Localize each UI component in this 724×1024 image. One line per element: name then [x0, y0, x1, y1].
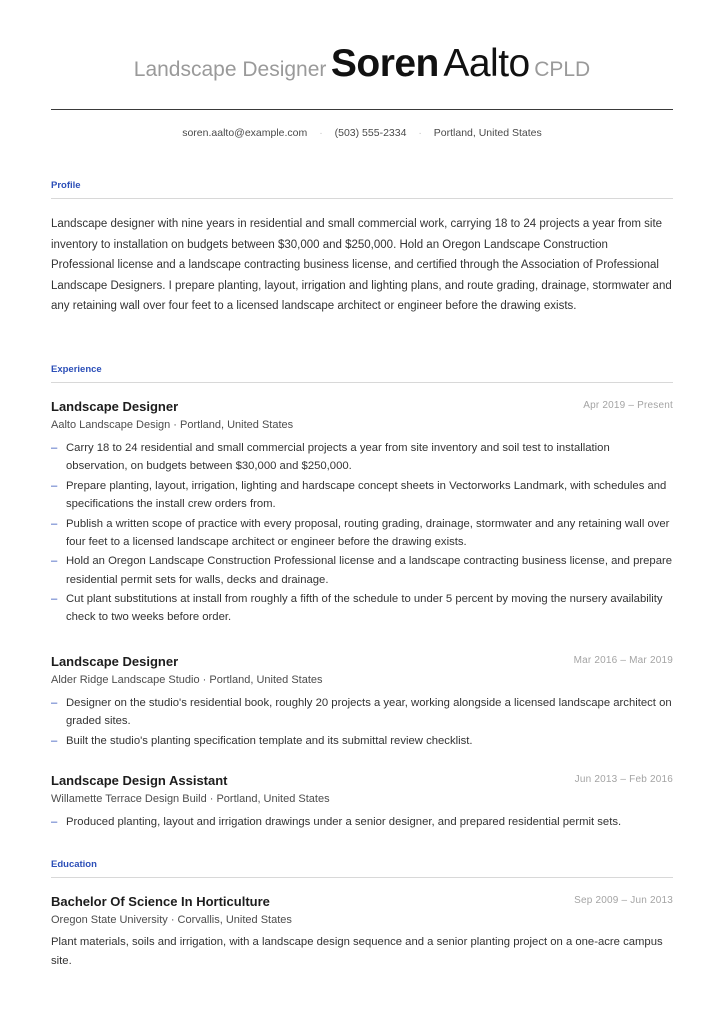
bullet-dash: – — [51, 734, 58, 747]
contact-location: Portland, United States — [433, 127, 542, 139]
school-name: Oregon State University · Corvallis, United States — [51, 914, 292, 926]
contact-separator: · — [418, 127, 422, 139]
header-credential: CPLD — [534, 58, 591, 81]
job-dates: Apr 2019 – Present — [583, 400, 673, 411]
job-dates: Jun 2013 – Feb 2016 — [574, 774, 673, 785]
job-bullet: – Built the studio's planting specification template and its submittal review checklist. — [51, 732, 673, 750]
job-company: Alder Ridge Landscape Studio · Portland, United States — [51, 674, 323, 686]
contact-email[interactable]: soren.aalto@example.com — [182, 127, 308, 139]
degree-title: Bachelor Of Science In Horticulture — [51, 894, 270, 909]
job-company: Aalto Landscape Design · Portland, United States — [51, 419, 294, 431]
header-first-name: Soren — [330, 42, 439, 85]
bullet-dash: – — [51, 479, 58, 492]
contact-phone[interactable]: (503) 555-2334 — [334, 127, 407, 139]
header-last-name: Aalto — [443, 42, 530, 85]
job-company: Willamette Terrace Design Build · Portland, United States — [51, 793, 330, 805]
job-bullet: – Prepare planting, layout, irrigation, lighting and hardscape concept sheets in Vectorworks Landmark, with schedules and specifications the install crew orders from. — [51, 477, 673, 514]
education-description: Plant materials, soils and irrigation, with a landscape design sequence and a senior planting project on a one-acre campus site. — [51, 936, 663, 967]
education-heading: Education — [51, 859, 673, 878]
bullet-dash: – — [51, 517, 58, 530]
job-bullet: – Produced planting, layout and irrigation drawings under a senior designer, and prepared residential permit sets. — [51, 813, 673, 831]
header-divider — [51, 109, 673, 110]
job-bullets — [51, 694, 673, 750]
job-bullet: – Publish a written scope of practice with every proposal, routing grading, drainage, stormwater and any retaining wall over four feet to a licensed landscape architect or engineer before the drawing exists. — [51, 515, 673, 552]
job-bullet: – Carry 18 to 24 residential and small commercial projects a year from site inventory and soil test to installation observation, on budgets between $30,000 and $250,000. — [51, 439, 673, 476]
job-title: Landscape Design Assistant — [51, 773, 228, 788]
job-entry — [51, 653, 673, 751]
profile-heading: Profile — [51, 180, 673, 199]
bullet-dash: – — [51, 555, 58, 568]
job-bullets — [51, 439, 673, 627]
header-role: Landscape Designer — [133, 58, 327, 81]
resume-header — [51, 44, 673, 83]
contact-separator: · — [319, 127, 323, 139]
job-entry — [51, 398, 673, 628]
job-bullet: – Hold an Oregon Landscape Construction Professional license and a landscape contracting business license, and prepare residential permit sets for walls, decks and drainage. — [51, 552, 673, 589]
education-entry — [51, 893, 673, 970]
bullet-dash: – — [51, 697, 58, 709]
job-bullet: – Cut plant substitutions at install from roughly a fifth of the schedule to under 5 percent by moving the nursery availability check to two weeks before order. — [51, 590, 673, 627]
bullet-dash: – — [51, 442, 58, 454]
experience-heading: Experience — [51, 364, 673, 383]
bullet-dash: – — [51, 593, 58, 606]
contact-line — [51, 127, 673, 139]
job-bullets — [51, 813, 673, 831]
bullet-dash: – — [51, 816, 58, 828]
job-entry — [51, 772, 673, 832]
job-dates: Mar 2016 – Mar 2019 — [573, 655, 673, 666]
education-dates: Sep 2009 – Jun 2013 — [574, 895, 673, 906]
profile-summary: Landscape designer with nine years in residential and small commercial work, carrying 18 to 24 projects a year from site inventory to installation on budgets between $30,000 and $250,000. Hold an Oregon Landscape Construction Professional license and a landscape contracting business license, and certified through the Association of Professional Landscape Designers. I prepare planting, layout, irrigation and lighting plans, and route grading, drainage, stormwater and any retaining wall over four feet to a licensed landscape architect or engineer before the drawing exists. — [51, 218, 672, 313]
job-bullet: – Designer on the studio's residential book, roughly 20 projects a year, working alongside a licensed landscape architect on graded sites. — [51, 694, 673, 731]
job-title: Landscape Designer — [51, 654, 179, 669]
job-title: Landscape Designer — [51, 399, 179, 414]
